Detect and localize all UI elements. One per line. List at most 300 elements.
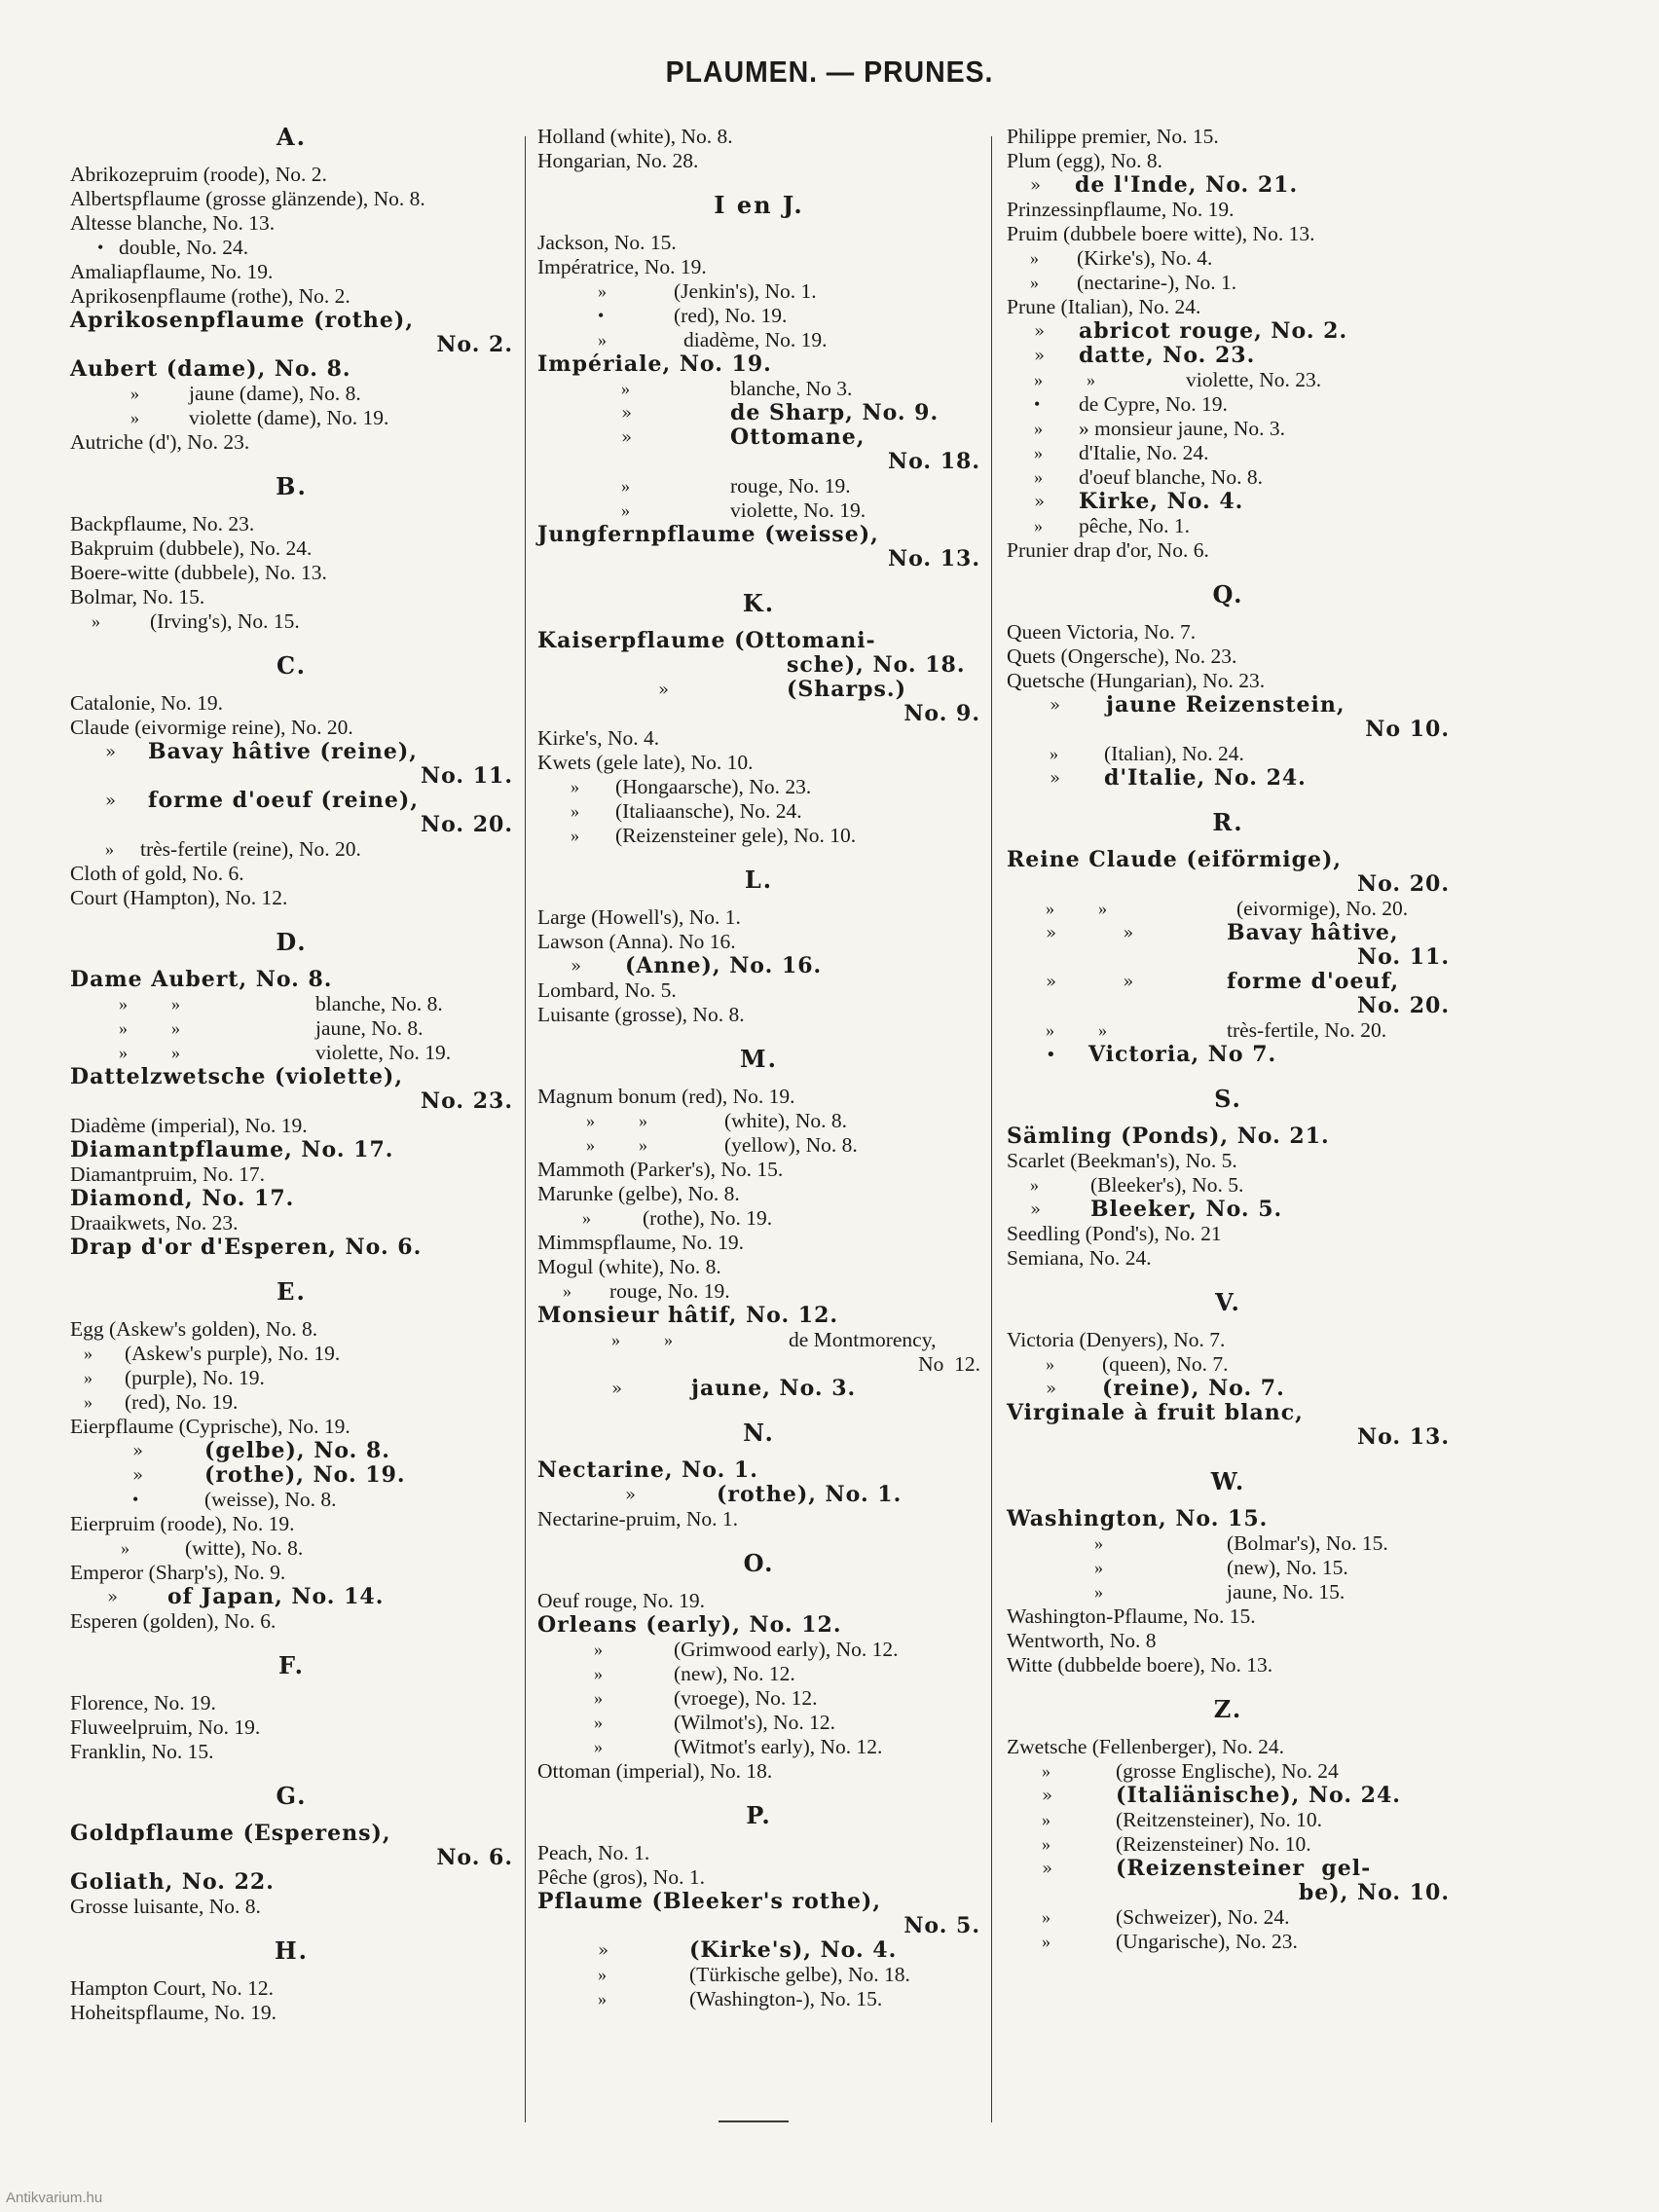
index-entry [1007, 295, 1450, 319]
section-letter: V. [1215, 1288, 1241, 1316]
entry-text: (Grimwood early), No. 12. [674, 1638, 899, 1661]
entry-text: Hampton Court, No. 12. [70, 1976, 275, 2000]
entry-text: Pflaume (Bleeker's rothe), [537, 1889, 882, 1914]
index-entry [1007, 970, 1450, 994]
ditto-mark: » [594, 1664, 603, 1683]
ditto-mark: » [105, 791, 118, 811]
index-entry [70, 609, 513, 634]
section-letter: H. [274, 1936, 310, 1965]
index-entry [1007, 1124, 1450, 1149]
ditto-mark: » [571, 826, 579, 845]
section-letter: F. [278, 1651, 305, 1679]
index-entry [1007, 465, 1450, 490]
index-entry [1007, 198, 1450, 222]
index-entry [1007, 766, 1450, 791]
index-entry [1007, 1759, 1450, 1784]
entry-text: Abrikozepruim (roode), No. 2. [70, 163, 327, 186]
index-entry [537, 1182, 980, 1206]
index-entry [1007, 620, 1450, 645]
index-entry [1007, 897, 1450, 921]
entry-text: (Askew's purple), No. 19. [125, 1342, 341, 1365]
index-entry [1007, 1653, 1450, 1677]
entry-text: Eierpflaume (Cyprische), No. 19. [70, 1415, 350, 1438]
entry-text: Claude (eivormige reine), No. 20. [70, 716, 353, 739]
section-letter: I en J. [714, 191, 804, 219]
ditto-mark: » [1050, 744, 1058, 763]
entry-text: Esperen (golden), No. 6. [70, 1609, 276, 1633]
ditto-mark: » [1046, 1354, 1054, 1374]
entry-text: Mogul (white), No. 8. [537, 1255, 721, 1278]
index-entry [70, 764, 513, 789]
index-entry [70, 1822, 513, 1846]
entry-text: forme d'oeuf, [1227, 969, 1400, 994]
ditto-mark: » [594, 1688, 603, 1708]
ditto-mark: » [571, 956, 583, 977]
ditto-mark: » [571, 801, 579, 821]
index-entry [537, 1987, 980, 2011]
index-entry [537, 824, 980, 848]
entry-text: Plum (egg), No. 8. [1007, 149, 1163, 172]
index-entry [1007, 645, 1450, 669]
section-letter: G. [276, 1782, 308, 1810]
ditto-mark: » » [586, 1135, 647, 1155]
ditto-mark: » » [586, 1111, 647, 1130]
ditto-mark: » [105, 839, 114, 859]
entry-text: (new), No. 15. [1227, 1556, 1348, 1579]
ditto-mark: » [1034, 492, 1047, 512]
ditto-mark: » [594, 1713, 603, 1732]
entry-text: (Witmot's early), No. 12. [674, 1735, 883, 1758]
index-entry [537, 629, 980, 653]
entry-text: (Italiänische), No. 24. [1116, 1783, 1401, 1808]
entry-text: pêche, No. 1. [1079, 514, 1191, 537]
entry-text: Holland (white), No. 8. [537, 125, 733, 148]
entry-text: (Reizensteiner) No. 10. [1116, 1832, 1311, 1856]
entry-text: Ottomane, [730, 424, 866, 450]
column-divider [991, 136, 992, 2122]
entry-text: Florence, No. 19. [70, 1691, 216, 1714]
index-entry [70, 789, 513, 813]
index-entry [537, 255, 980, 279]
index-entry [537, 799, 980, 824]
index-entry [70, 886, 513, 910]
index-entry [1007, 872, 1450, 897]
ditto-mark: » [132, 1441, 145, 1461]
ditto-mark: » [1042, 1932, 1051, 1951]
entry-text: Reine Claude (eiförmige), [1007, 847, 1343, 872]
entry-text: Large (Howell's), No. 1. [537, 905, 741, 929]
index-entry [1007, 1507, 1450, 1531]
index-entry [537, 279, 980, 304]
entry-text: (gelbe), No. 8. [204, 1438, 390, 1463]
entry-text: Impériale, No. 19. [537, 351, 772, 377]
entry-text: Aubert (dame), No. 8. [70, 356, 351, 382]
entry-text: Monsieur hâtif, No. 12. [537, 1303, 839, 1328]
index-entry [537, 1963, 980, 1987]
entry-text: Goliath, No. 22. [70, 1869, 275, 1895]
entry-text: Quetsche (Hungarian), No. 23. [1007, 669, 1266, 692]
index-entry [537, 149, 980, 173]
entry-text: (Wilmot's), No. 12. [674, 1711, 836, 1734]
entry-text: (Reizensteiner gel- [1116, 1856, 1372, 1881]
index-entry [537, 1735, 980, 1759]
index-entry [70, 1390, 513, 1415]
index-entry [1007, 344, 1450, 368]
entry-text: Bakpruim (dubbele), No. 24. [70, 536, 313, 560]
column-divider [525, 136, 526, 2122]
section-letter: S. [1214, 1085, 1242, 1113]
entry-text: Grosse luisante, No. 8. [70, 1895, 261, 1918]
entry-text: Washington-Pflaume, No. 15. [1007, 1604, 1256, 1628]
index-entry [70, 1870, 513, 1895]
index-entry [537, 401, 980, 425]
index-entry [1007, 994, 1450, 1018]
entry-text: forme d'oeuf (reine), [148, 788, 419, 813]
entry-text: (weisse), No. 8. [204, 1488, 337, 1511]
index-entry [1007, 1149, 1450, 1173]
entry-text: Mimmspflaume, No. 19. [537, 1231, 744, 1254]
index-entry [1007, 848, 1450, 872]
ditto-mark: » [598, 281, 607, 301]
entry-text: (Irving's), No. 15. [150, 609, 300, 633]
ditto-mark: » » [1046, 972, 1135, 992]
entry-text: d'oeuf blanche, No. 8. [1079, 465, 1263, 489]
index-entry [1007, 441, 1450, 465]
entry-text: (grosse Englische), No. 24 [1116, 1759, 1339, 1783]
entry-text: Cloth of gold, No. 6. [70, 862, 244, 885]
entry-text: Hoheitspflaume, No. 19. [70, 2001, 276, 2024]
entry-text: Aprikosenpflaume (rothe), No. 2. [70, 284, 350, 308]
index-entry [70, 1211, 513, 1235]
entry-text: No. 20. [421, 812, 513, 837]
index-entry [1007, 222, 1450, 246]
entry-text: sche), No. 18. [787, 652, 966, 678]
index-entry [1007, 1881, 1450, 1905]
index-entry [537, 1914, 980, 1938]
index-entry [537, 1458, 980, 1483]
entry-text: diadème, No. 19. [683, 328, 828, 351]
index-entry [1007, 1352, 1450, 1377]
entry-text: Mammoth (Parker's), No. 15. [537, 1158, 784, 1181]
index-entry [1007, 1531, 1450, 1556]
entry-text: Kaiserpflaume (Ottomani- [537, 628, 876, 653]
entry-text: jaune (dame), No. 8. [189, 382, 361, 405]
entry-text: (Hongaarsche), No. 23. [615, 775, 812, 798]
entry-text: Hongarian, No. 28. [537, 149, 699, 172]
entry-text: (Reitzensteiner), No. 10. [1116, 1808, 1322, 1831]
page-title: PLAUMEN. — PRUNES. [665, 55, 994, 89]
index-entry [1007, 1857, 1450, 1881]
entry-text: blanche, No 3. [730, 377, 853, 400]
index-entry [1007, 1930, 1450, 1954]
index-entry [1007, 368, 1450, 392]
index-entry [70, 1895, 513, 1919]
entry-text: (Bleeker's), No. 5. [1090, 1173, 1244, 1197]
entry-text: Semiana, No. 24. [1007, 1246, 1152, 1270]
entry-text: Prunier drap d'or, No. 6. [1007, 538, 1209, 562]
entry-text: Emperor (Sharp's), No. 9. [70, 1561, 286, 1584]
entry-text: Court (Hampton), No. 12. [70, 886, 288, 909]
index-entry [537, 1352, 980, 1377]
entry-text: Draaikwets, No. 23. [70, 1211, 239, 1235]
entry-text: Queen Victoria, No. 7. [1007, 620, 1197, 644]
index-entry [70, 561, 513, 585]
entry-text: Albertspflaume (grosse glänzende), No. 8. [70, 187, 425, 210]
entry-text: Bolmar, No. 15. [70, 585, 205, 608]
entry-text: (Schweizer), No. 24. [1116, 1905, 1290, 1929]
index-entry [537, 930, 980, 954]
section-letter: L. [744, 866, 774, 894]
index-entry [70, 2001, 513, 2025]
index-entry [70, 211, 513, 236]
index-entry [70, 740, 513, 764]
ditto-mark: » [1034, 346, 1047, 366]
index-entry [70, 309, 513, 333]
entry-text: Pêche (gros), No. 1. [537, 1865, 705, 1889]
entry-text: Egg (Askew's golden), No. 8. [70, 1317, 318, 1341]
ditto-mark: » [582, 1208, 591, 1228]
index-entry [70, 1317, 513, 1342]
index-entry [1007, 173, 1450, 198]
entry-text: Dattelzwetsche (violette), [70, 1064, 404, 1089]
ditto-mark: » [1042, 1834, 1051, 1854]
end-rule [719, 2120, 789, 2122]
ditto-mark: » [598, 1989, 607, 2009]
entry-text: Magnum bonum (red), No. 19. [537, 1085, 795, 1108]
ditto-mark: » » [1046, 923, 1135, 943]
ditto-mark: » [1094, 1558, 1103, 1577]
entry-text: jaune, No. 3. [691, 1376, 857, 1401]
ditto-mark: » [621, 427, 634, 448]
entry-text: Bleeker, No. 5. [1090, 1197, 1283, 1222]
ditto-mark: • [1046, 1045, 1057, 1065]
ditto-mark: » [84, 1344, 92, 1363]
entry-text: Zwetsche (Fellenberger), No. 24. [1007, 1735, 1284, 1758]
entry-text: Bavay hâtive, [1227, 920, 1399, 945]
ditto-mark: » [571, 777, 579, 796]
index-entry [70, 1089, 513, 1114]
entry-text: blanche, No. 8. [315, 992, 443, 1015]
entry-text: Victoria (Denyers), No. 7. [1007, 1328, 1226, 1351]
index-entry [1007, 125, 1450, 149]
ditto-mark: » [594, 1640, 603, 1659]
index-entry [70, 862, 513, 886]
index-entry [70, 968, 513, 992]
entry-text: No 10. [1365, 717, 1450, 742]
entry-text: Kirke's, No. 4. [537, 726, 660, 750]
index-entry [1007, 1198, 1450, 1222]
entry-text: Drap d'or d'Esperen, No. 6. [70, 1235, 423, 1260]
index-entry [70, 512, 513, 536]
index-entry [537, 954, 980, 978]
ditto-mark: » [92, 611, 100, 631]
entry-text: Franklin, No. 15. [70, 1740, 214, 1763]
entry-text: Autriche (d'), No. 23. [70, 430, 250, 454]
index-entry [537, 1109, 980, 1133]
entry-text: Lawson (Anna). No 16. [537, 930, 736, 953]
entry-text: » monsieur jaune, No. 3. [1079, 417, 1285, 440]
index-entry [537, 377, 980, 401]
index-entry [1007, 1328, 1450, 1352]
entry-text: Aprikosenpflaume (rothe), [70, 308, 414, 333]
ditto-mark: » [1030, 175, 1043, 196]
section-letter: K. [742, 589, 776, 617]
entry-text: Oeuf rouge, No. 19. [537, 1589, 705, 1612]
ditto-mark: » [1034, 419, 1043, 438]
index-entry [1007, 1604, 1450, 1629]
index-entry [70, 1691, 513, 1715]
entry-text: jaune Reizenstein, [1106, 692, 1346, 718]
index-entry [70, 992, 513, 1016]
index-entry [537, 1279, 980, 1304]
entry-text: (Ungarische), No. 23. [1116, 1930, 1298, 1953]
entry-text: Catalonie, No. 19. [70, 691, 224, 715]
index-entry [1007, 1377, 1450, 1401]
index-entry [1007, 718, 1450, 742]
entry-text: d'Italie, No. 24. [1104, 765, 1307, 791]
entry-text: be), No. 10. [1298, 1880, 1450, 1905]
entry-text: Luisante (grosse), No. 8. [537, 1003, 745, 1026]
index-entry [70, 1162, 513, 1187]
entry-text: Amaliapflaume, No. 19. [70, 260, 274, 283]
entry-text: rouge, No. 19. [609, 1279, 730, 1303]
entry-text: (Reizensteiner gele), No. 10. [615, 824, 857, 847]
index-entry [537, 304, 980, 328]
entry-text: Diamond, No. 17. [70, 1186, 295, 1211]
entry-text: Diadème (imperial), No. 19. [70, 1114, 308, 1137]
ditto-mark: » [1034, 443, 1043, 462]
index-column-3 [1007, 125, 1450, 1954]
index-entry [1007, 1246, 1450, 1271]
index-entry [70, 406, 513, 430]
index-entry [537, 775, 980, 799]
index-entry [70, 1439, 513, 1463]
entry-text: No. 11. [421, 763, 513, 789]
ditto-mark: » [1030, 1199, 1043, 1220]
entry-text: très-fertile (reine), No. 20. [140, 837, 361, 861]
ditto-mark: » » [1046, 899, 1107, 918]
index-entry [70, 1561, 513, 1585]
index-entry [537, 1507, 980, 1531]
index-entry [70, 837, 513, 862]
section-letter: Z. [1213, 1695, 1243, 1723]
index-entry [537, 1662, 980, 1686]
index-entry [1007, 514, 1450, 538]
index-entry [537, 1841, 980, 1865]
entry-text: rouge, No. 19. [730, 474, 851, 498]
index-entry [537, 1711, 980, 1735]
entry-text: of Japan, No. 14. [167, 1584, 385, 1609]
index-entry [537, 1613, 980, 1638]
ditto-mark: » [598, 1965, 607, 1984]
index-entry [537, 1638, 980, 1662]
index-entry [1007, 1832, 1450, 1857]
ditto-mark: » [105, 742, 118, 762]
ditto-mark: • [97, 238, 104, 257]
entry-text: (Italiaansche), No. 24. [615, 799, 802, 823]
entry-text: Virginale à fruit blanc, [1007, 1400, 1304, 1425]
entry-text: Jungfernpflaume (weisse), [537, 522, 879, 547]
entry-text: Peach, No. 1. [537, 1841, 650, 1864]
entry-text: (Kirke's), No. 4. [689, 1937, 898, 1963]
entry-text: Nectarine-pruim, No. 1. [537, 1507, 738, 1530]
index-entry [537, 1304, 980, 1328]
entry-text: Witte (dubbelde boere), No. 13. [1007, 1653, 1273, 1677]
entry-text: violette, No. 19. [315, 1041, 452, 1064]
index-entry [1007, 1784, 1450, 1808]
entry-text: Diamantpruim, No. 17. [70, 1162, 266, 1186]
entry-text: (queen), No. 7. [1102, 1352, 1229, 1376]
entry-text: Jackson, No. 15. [537, 231, 677, 254]
index-entry [70, 236, 513, 260]
entry-text: No. 20. [1357, 871, 1450, 897]
entry-text: (red), No. 19. [125, 1390, 239, 1414]
ditto-mark: » [1034, 321, 1047, 342]
ditto-mark: » [1042, 1786, 1054, 1806]
entry-text: Wentworth, No. 8 [1007, 1629, 1157, 1652]
entry-text: (rothe), No. 19. [204, 1462, 406, 1488]
entry-text: (rothe), No. 19. [643, 1206, 773, 1230]
index-entry [70, 1415, 513, 1439]
entry-text: de l'Inde, No. 21. [1075, 172, 1299, 198]
entry-text: No. 13. [1357, 1424, 1450, 1450]
index-entry [537, 231, 980, 255]
entry-text: Sämling (Ponds), No. 21. [1007, 1124, 1330, 1149]
ditto-mark: » [621, 476, 630, 496]
index-entry [537, 352, 980, 377]
ditto-mark: » [1030, 1175, 1039, 1195]
section-letter: O. [743, 1549, 775, 1577]
index-entry [537, 425, 980, 450]
index-entry [1007, 392, 1450, 417]
index-entry [70, 1512, 513, 1536]
index-entry [537, 751, 980, 775]
ditto-mark: » [621, 379, 630, 398]
index-column-1 [70, 125, 513, 2025]
entry-text: (white), No. 8. [724, 1109, 847, 1132]
ditto-mark: » [1030, 273, 1039, 292]
entry-text: Lombard, No. 5. [537, 978, 677, 1002]
entry-text: Pruim (dubbele boere witte), No. 13. [1007, 222, 1315, 245]
entry-text: No. 23. [421, 1088, 513, 1114]
index-entry [537, 523, 980, 547]
entry-text: violette, No. 23. [1186, 368, 1322, 391]
ditto-mark: » [1030, 248, 1039, 268]
entry-text: (vroege), No. 12. [674, 1686, 818, 1710]
index-entry [1007, 149, 1450, 173]
entry-text: Prune (Italian), No. 24. [1007, 295, 1201, 318]
index-entry [1007, 693, 1450, 718]
section-letter: R. [1212, 808, 1244, 836]
ditto-mark: » » [119, 1043, 180, 1062]
entry-text: No. 5. [903, 1913, 980, 1938]
index-entry [537, 450, 980, 474]
entry-text: abricot rouge, No. 2. [1079, 318, 1348, 344]
ditto-mark: » [1046, 1379, 1058, 1399]
index-entry [1007, 1629, 1450, 1653]
index-entry [1007, 538, 1450, 563]
entry-text: très-fertile, No. 20. [1227, 1018, 1387, 1042]
entry-text: Scarlet (Beekman's), No. 5. [1007, 1149, 1237, 1172]
section-letter: C. [276, 651, 308, 680]
index-entry [70, 1138, 513, 1162]
entry-text: Altesse blanche, No. 13. [70, 211, 276, 235]
index-entry [537, 1865, 980, 1890]
index-entry [1007, 1222, 1450, 1246]
index-entry [537, 678, 980, 702]
index-entry [537, 474, 980, 498]
index-entry [70, 1366, 513, 1390]
